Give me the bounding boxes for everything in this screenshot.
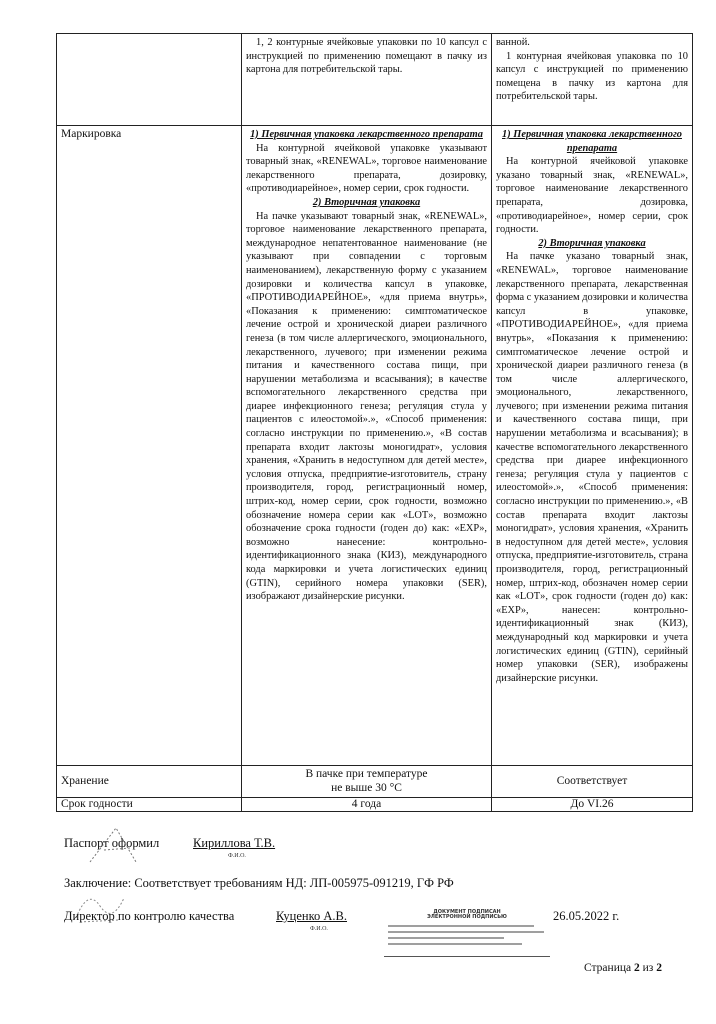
table-row-packaging xyxy=(57,34,693,126)
storage-spec-cell xyxy=(242,766,492,798)
stamp-details-graphic xyxy=(384,921,550,951)
page-of: из xyxy=(642,962,654,974)
stamp-line-2: ЭЛЕКТРОННОЙ ПОДПИСЬЮ xyxy=(427,914,507,921)
shelf-life-actual-cell xyxy=(492,798,693,812)
fio-caption-1: Ф.И.О. xyxy=(228,853,246,859)
marking-spec-heading-1: 1) Первичная упаковка лекарственного препарата xyxy=(250,129,483,140)
electronic-signature-stamp xyxy=(384,910,550,957)
packaging-actual-cell xyxy=(492,34,693,126)
marking-actual-cell xyxy=(492,126,693,766)
shelf-life-label: Срок годности xyxy=(61,798,133,811)
packaging-actual-continuation: ванной. xyxy=(496,37,530,48)
storage-actual-value: Соответствует xyxy=(556,774,628,787)
marking-actual-heading-1: 1) Первичная упаковка лекарственного препарата xyxy=(502,129,682,154)
marking-actual-heading-2: 2) Вторичная упаковка xyxy=(538,237,646,249)
shelf-life-actual-value: До VI.26 xyxy=(570,798,614,811)
marking-label: Маркировка xyxy=(61,128,122,140)
storage-actual-cell xyxy=(492,766,693,798)
storage-label: Хранение xyxy=(61,774,109,787)
storage-label-cell xyxy=(57,766,242,798)
marking-spec-cell xyxy=(242,126,492,766)
marking-spec-para-1: На контурной ячейковой упаковке указывают товарный знак, «RENEWAL», торговое наименование лекарственного препарата, дозировку, «противодиарейное», номер серии, срок годности. xyxy=(246,142,487,195)
packaging-actual-text: 1 контурная ячейковая упаковка по 10 капсул с инструкцией по применению помещена в пачку из картона для потребительской тары. xyxy=(496,50,688,103)
storage-spec-line-2: не выше 30 °С xyxy=(331,781,402,794)
storage-spec-line-1: В пачке при температуре xyxy=(305,768,428,780)
marking-actual-para-2: На пачке указано товарный знак, «RENEWAL», торговое наименование лекарственного препарата, лекарственная форма с указанием дозировки и количества капсул в упаковке, «ПРОТИВОДИАРЕЙНОЕ», «для приема внутрь», «Показания к применению: симптоматическое лечение острой и хронической диареи различного генеза (в том числе аллергического, эмоционального, лекарственного, лучевого; при изменении режима питания и качественного состава пищи, при нарушении метаболизма и всасывания); в качестве вспомогательного лекарственного средства при диарее инфекционного генеза; регуляция стула у пациентов с илеостомой».», «Способ применения: согласно инструкции по применению.», «В состав препарата входит лактозы моногидрат», условия хранения, «Хранить в недоступном для детей месте», условия отпуска, предприятие-изготовитель, страна производителя, город, регистрационный номер, штрих-код, обозначен номер серии как «LOT», срок годности (годен до) как: «EXP», нанесен: контрольно-идентификационный знак (КИЗ), международный код маркировки и учета логистических единиц (GTIN), серийный номер упаковки (SER), изображены дизайнерские рисунки. xyxy=(496,251,688,684)
stamp-line-1: ДОКУМЕНТ ПОДПИСАН xyxy=(433,909,501,915)
marking-spec-para-2: На пачке указывают товарный знак, «RENEWAL», торговое наименование лекарственного препарата, международное непатентованное наименование (не указывают при совпадении с торговым наименованием), лекарственную форму с указанием дозировки и количества капсул в упаковке, «ПРОТИВОДИАРЕЙНОЕ», «для приема внутрь», «Показания к применению: симптоматическое лечение острой и хронической диареи различного генеза (в том числе аллергического, эмоционального, лекарственного, лучевого; при изменении режима питания и качественного состава пищи, при нарушении метаболизма и всасывания); в качестве вспомогательного лекарственного средства при диарее инфекционного генеза; регуляция стула у пациентов с илеостомой».», «Способ применения: согласно инструкции по применению.», «В состав препарата входит лактозы моногидрат», условия хранения, «Хранить в недоступном для детей месте», условия отпуска, предприятие-изготовитель, страну производителя, город, регистрационный номер, штрих-код, номер серии, срок годности, возможно обозначение номера серии как «LOT», возможно обозначение срока годности (годен до) как: «EXP», возможно нанесение: контрольно-идентификационного знака (КИЗ), международного кода маркировки и учета логистических единиц (GTIN), серийного номера упаковки (SER), изображают дизайнерские рисунки. xyxy=(246,210,487,603)
table-row-storage xyxy=(57,766,693,798)
fio-caption-2: Ф.И.О. xyxy=(310,926,328,932)
director-label: Директор по контролю качества xyxy=(64,909,235,923)
director-name: Куценко А.В. xyxy=(276,909,348,923)
shelf-life-spec-value: 4 года xyxy=(351,798,382,811)
table-row-shelf-life xyxy=(57,798,693,812)
packaging-spec-text: 1, 2 контурные ячейковые упаковки по 10 капсул с инструкцией по применению помещают в пачку из картона для потребительской тары. xyxy=(246,37,487,76)
page-prefix: Страница xyxy=(584,962,632,974)
marking-label-cell xyxy=(57,126,242,766)
table-row-marking xyxy=(57,126,693,766)
page-current: 2 xyxy=(633,962,640,974)
shelf-life-spec-cell xyxy=(242,798,492,812)
packaging-spec-cell xyxy=(242,34,492,126)
signature-date: 26.05.2022 г. xyxy=(553,909,620,923)
conclusion-text: Заключение: Соответствует требованиям НД: ЛП-005975-091219, ГФ РФ xyxy=(64,876,454,890)
empty-cell xyxy=(57,34,242,126)
marking-actual-para-1: На контурной ячейковой упаковке указано товарный знак, «RENEWAL», торговое наименование лекарственного препарата, дозировка, «противодиарейное», номер серии, срок годности. xyxy=(496,156,688,236)
signature-mark-1 xyxy=(86,822,166,870)
marking-spec-heading-2: 2) Вторичная упаковка xyxy=(312,196,421,208)
specification-table xyxy=(56,33,693,812)
shelf-life-label-cell xyxy=(57,798,242,812)
passport-label: Паспорт оформил xyxy=(64,836,160,850)
page-total: 2 xyxy=(656,962,662,974)
passport-name: Кириллова Т.В. xyxy=(193,836,276,850)
page-number xyxy=(584,962,662,974)
